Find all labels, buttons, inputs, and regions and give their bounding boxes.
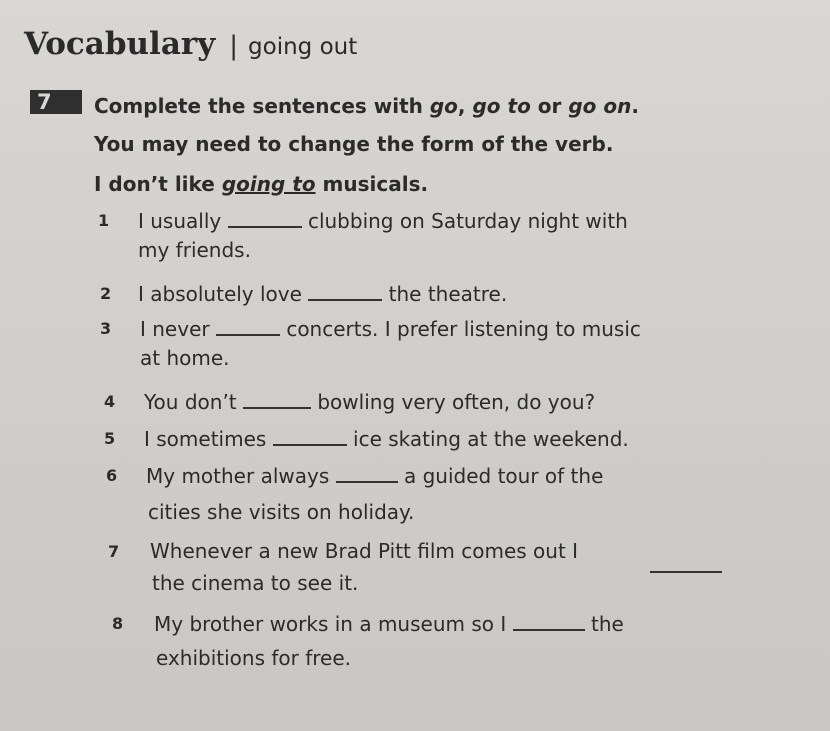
example-text-end: musicals. — [315, 172, 429, 196]
answer-blank[interactable] — [336, 463, 398, 483]
answer-blank[interactable] — [513, 611, 585, 631]
item-4-line — [144, 389, 595, 414]
answer-blank[interactable] — [273, 426, 347, 446]
item-7-line-1: Whenever a new Brad Pitt film comes out I — [150, 539, 579, 563]
item-8-line-1 — [154, 611, 624, 636]
example-text-start: I don’t like — [94, 172, 222, 196]
instruction-comma: , — [457, 94, 473, 118]
item-text: I usually — [138, 209, 222, 233]
item-text: the — [590, 612, 624, 636]
item-text: bowling very often, do you? — [317, 390, 596, 414]
answer-blank[interactable] — [216, 316, 280, 336]
item-number: 4 — [104, 392, 116, 411]
answer-blank[interactable] — [228, 208, 302, 228]
item-text: My mother always — [146, 464, 330, 488]
item-number: 1 — [98, 211, 110, 230]
item-number: 7 — [108, 542, 120, 561]
heading-separator: | — [229, 31, 239, 61]
keyword-go-to: go to — [472, 94, 531, 118]
item-text: I never — [140, 317, 210, 341]
item-number: 5 — [104, 429, 116, 448]
item-text: You don’t — [144, 390, 237, 414]
item-text: ice skating at the weekend. — [353, 427, 629, 451]
item-3-line-1 — [140, 316, 641, 341]
item-6-line-1 — [146, 463, 603, 488]
answer-blank[interactable] — [243, 389, 311, 409]
instruction-line-1 — [94, 94, 639, 118]
item-text: concerts. I prefer listening to music — [286, 317, 641, 341]
instruction-line-2: You may need to change the form of the verb. — [94, 132, 614, 156]
item-1-line-2: my friends. — [138, 238, 251, 262]
item-text: the theatre. — [388, 282, 508, 306]
item-5-line — [144, 426, 629, 451]
example-sentence — [94, 172, 428, 196]
item-number: 2 — [100, 284, 112, 303]
keyword-go-on: go on — [568, 94, 632, 118]
exercise-number: 7 — [37, 90, 52, 114]
answer-blank[interactable] — [650, 570, 722, 573]
instruction-text: Complete the sentences with — [94, 94, 430, 118]
item-3-line-2: at home. — [140, 346, 230, 370]
item-8-line-2: exhibitions for free. — [156, 646, 352, 670]
item-7-line-2: the cinema to see it. — [152, 571, 359, 595]
item-number: 6 — [106, 466, 118, 485]
item-1-line-1 — [138, 208, 628, 233]
instruction-period: . — [631, 94, 639, 118]
item-text: clubbing on Saturday night with — [307, 209, 628, 233]
item-text: a guided tour of the — [403, 464, 604, 488]
item-text: I absolutely love — [138, 282, 302, 306]
instruction-or: or — [530, 94, 569, 118]
item-6-line-2: cities she visits on holiday. — [148, 500, 415, 524]
keyword-go: go — [429, 94, 458, 118]
item-text: My brother works in a museum so I — [154, 612, 507, 636]
heading-title: Vocabulary — [24, 26, 216, 62]
item-number: 8 — [112, 614, 124, 633]
item-2-line — [138, 281, 507, 306]
example-answer: going to — [221, 172, 316, 196]
exercise-number-badge — [30, 90, 82, 114]
heading-subtitle: going out — [248, 34, 358, 60]
answer-blank[interactable] — [308, 281, 382, 301]
section-heading — [24, 26, 357, 62]
item-number: 3 — [100, 319, 112, 338]
item-text: I sometimes — [144, 427, 267, 451]
